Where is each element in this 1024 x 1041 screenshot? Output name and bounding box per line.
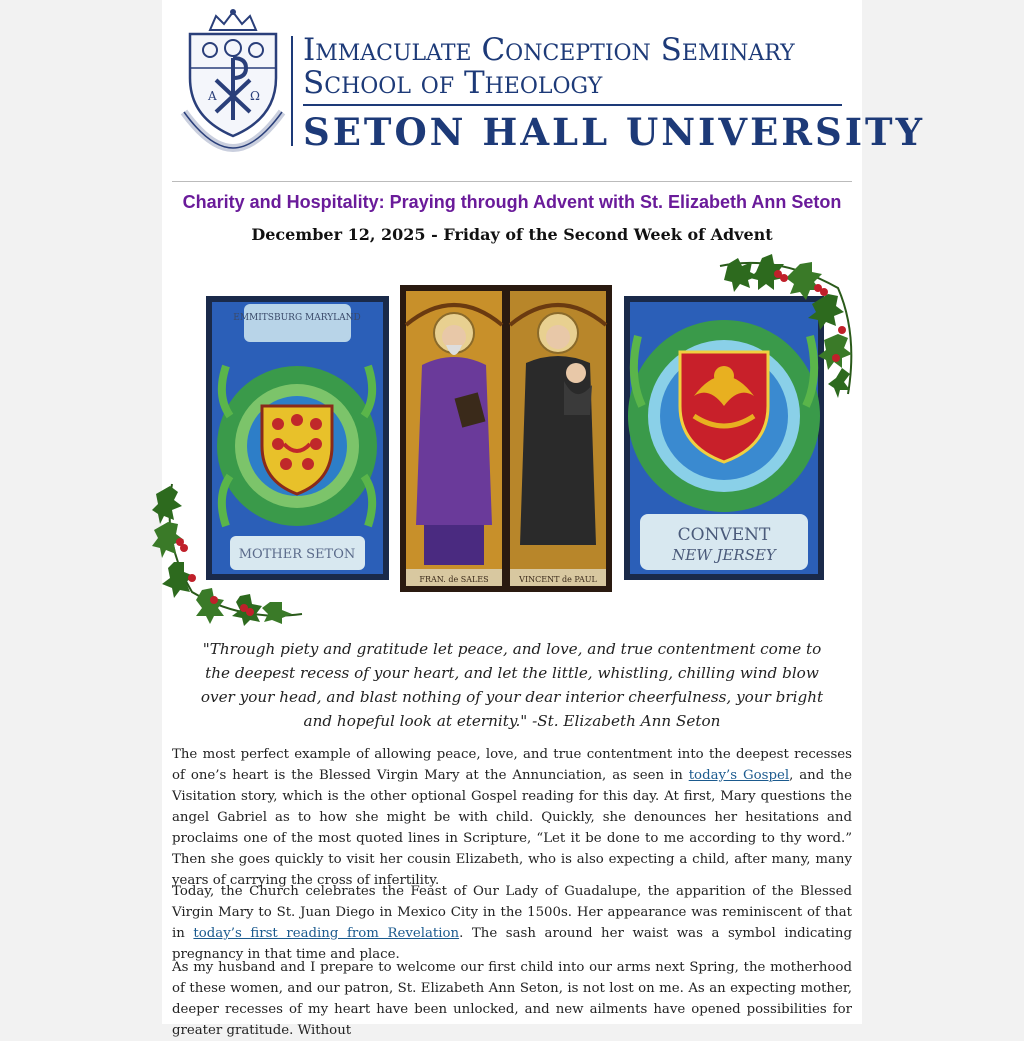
- stained-glass-saints: [400, 285, 612, 592]
- window-text-emmitsburg: EMMITSBURG MARYLAND: [233, 313, 361, 323]
- window-text-mother-seton: MOTHER SETON: [238, 547, 356, 562]
- logo-divider-horizontal: [303, 104, 842, 106]
- paragraph-motherhood: As my husband and I prepare to welcome our first child into our arms next Spring, the motherhood of these women, and our patron, St. Elizabeth Ann Seton, is not lost on me. As an expecting mother, deeper recesses of my heart have been unlocked, and new ailments have opened possibilities for greater gratitude. Without: [172, 960, 852, 1038]
- newsletter-date: December 12, 2025 - Friday of the Second Week of Advent: [251, 225, 773, 244]
- todays-gospel-link[interactable]: today’s Gospel: [688, 768, 790, 783]
- email-page: [162, 0, 925, 1038]
- logo-divider-vertical: [291, 36, 293, 146]
- holly-decoration-icon: [162, 482, 307, 624]
- brand-seminary-name: Immaculate Conception Seminary: [303, 32, 795, 68]
- seton-quote: "Through piety and gratitude let peace, and love, and true contentment come to the deepest recess of your heart, and let the little, whistling, chilling wind blow over your head, and blast nothing of your dear interior cheerfulness, your bright and hopeful look at eternity." -St. Elizabeth Ann Seton: [200, 640, 824, 730]
- svg-text:A: A: [208, 89, 217, 103]
- newsletter-title: Charity and Hospitality: Praying through Advent with St. Elizabeth Ann Seton: [182, 192, 842, 212]
- paragraph-text: The most perfect example of allowing peace, love, and true contentment into the deepest recesses of one’s heart is the Blessed Virgin Mary at the Annunciation, as seen in: [172, 747, 852, 783]
- paragraph-text: , and the Visitation story, which is the other optional Gospel reading for this day. At first, Mary questions the angel Gabriel as to how she might be with child. Quickly, she denounces her hesitations and proclaims one of the most quoted lines in Scripture, “Let it be done to me according to thy word.” Then she goes quickly to visit her cousin Elizabeth, who is also expecting a child, after many, many years of carrying the cross of infertility.: [172, 768, 852, 888]
- brand-university-name: SETON HALL UNIVERSITY: [303, 110, 925, 154]
- window-text-vincent-de-paul: VINCENT de PAUL: [519, 575, 597, 584]
- header-logo: [162, 0, 925, 180]
- holly-decoration-icon: [718, 254, 862, 399]
- paragraph-text: Today, the Church celebrates the Feast of Our Lady of Guadalupe, the apparition of the Blessed Virgin Mary to St. Juan Diego in Mexico City in the 1500s. Her appearance was reminiscent of that in: [172, 884, 852, 941]
- seminary-crest-icon: [180, 8, 286, 150]
- paragraph-annunciation: [172, 744, 852, 891]
- paragraph-text: . The sash around her waist was a symbol indicating pregnancy in that time and place.: [172, 926, 852, 962]
- svg-text:Ω: Ω: [250, 89, 260, 103]
- window-text-new-jersey: NEW JERSEY: [672, 546, 776, 564]
- paragraph-guadalupe: [172, 881, 852, 965]
- first-reading-link[interactable]: today’s first reading from Revelation: [193, 926, 460, 941]
- header-divider: [172, 181, 852, 182]
- brand-school-name: School of Theology: [303, 65, 603, 101]
- window-text-francis-de-sales: FRAN. de SALES: [419, 575, 489, 584]
- window-text-convent: CONVENT: [677, 525, 771, 545]
